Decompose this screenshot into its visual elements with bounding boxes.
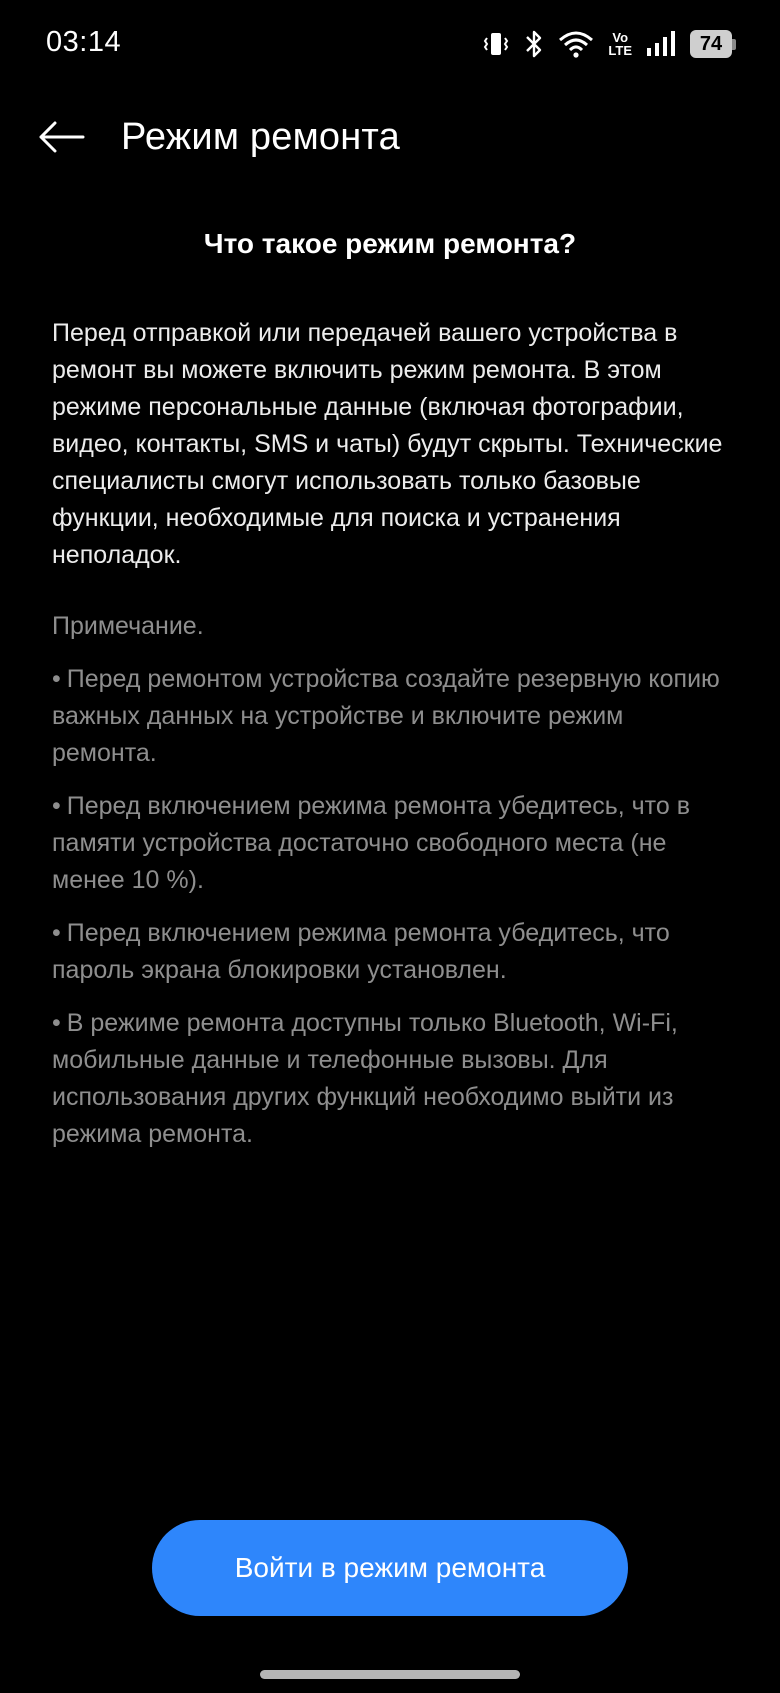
status-time: 03:14: [46, 26, 122, 58]
status-bar: [0, 0, 780, 90]
volte-icon: [608, 31, 632, 57]
note-title: Примечание.: [52, 612, 204, 640]
note-text: Перед включением режима ремонта убедитесь, что в памяти устройства достаточно свободного места (не менее 10 %).: [52, 792, 690, 894]
bluetooth-icon: [524, 29, 544, 59]
vibrate-icon: [482, 30, 510, 58]
volte-label-top: Vo: [612, 30, 629, 45]
note-text: Перед включением режима ремонта убедитесь, что пароль экрана блокировки установлен.: [52, 919, 670, 984]
wifi-icon: [558, 30, 594, 58]
page-title: Режим ремонта: [121, 116, 400, 158]
note-item: • Перед ремонтом устройства создайте резервную копию важных данных на устройстве и включите режим ремонта.: [52, 665, 720, 767]
enter-repair-mode-button[interactable]: Войти в режим ремонта: [152, 1520, 628, 1616]
app-header: [0, 100, 780, 174]
content: [52, 228, 732, 1153]
battery-cap: [732, 39, 736, 50]
arrow-left-icon: [37, 120, 85, 154]
signal-icon: [646, 31, 676, 57]
battery-level: 74: [690, 30, 732, 58]
status-icons: [482, 27, 736, 61]
question-heading: Что такое режим ремонта?: [203, 228, 577, 259]
note-item: • В режиме ремонта доступны только Bluetooth, Wi-Fi, мобильные данные и телефонные вызовы. Для использования других функций необходимо выйти из режима ремонта.: [52, 1009, 678, 1148]
notes-section: [52, 608, 732, 1153]
note-text: Перед ремонтом устройства создайте резервную копию важных данных на устройстве и включите режим ремонта.: [52, 665, 720, 767]
volte-label-bottom: LTE: [608, 43, 632, 58]
home-indicator[interactable]: [260, 1670, 520, 1679]
note-text: В режиме ремонта доступны только Bluetooth, Wi-Fi, мобильные данные и телефонные вызовы. Для использования других функций необходимо выйти из режима ремонта.: [52, 1009, 678, 1148]
back-button[interactable]: [30, 112, 92, 162]
battery-icon: [690, 30, 736, 58]
note-item: • Перед включением режима ремонта убедитесь, что в памяти устройства достаточно свободного места (не менее 10 %).: [52, 792, 690, 894]
description-text: Перед отправкой или передачей вашего устройства в ремонт вы можете включить режим ремонта. В этом режиме персональные данные (включая фотографии, видео, контакты, SMS и чаты) будут скрыты. Технические специалисты смогут использовать только базовые функции, необходимые для поиска и устранения неполадок.: [52, 319, 723, 569]
note-item: • Перед включением режима ремонта убедитесь, что пароль экрана блокировки установлен.: [52, 919, 670, 984]
